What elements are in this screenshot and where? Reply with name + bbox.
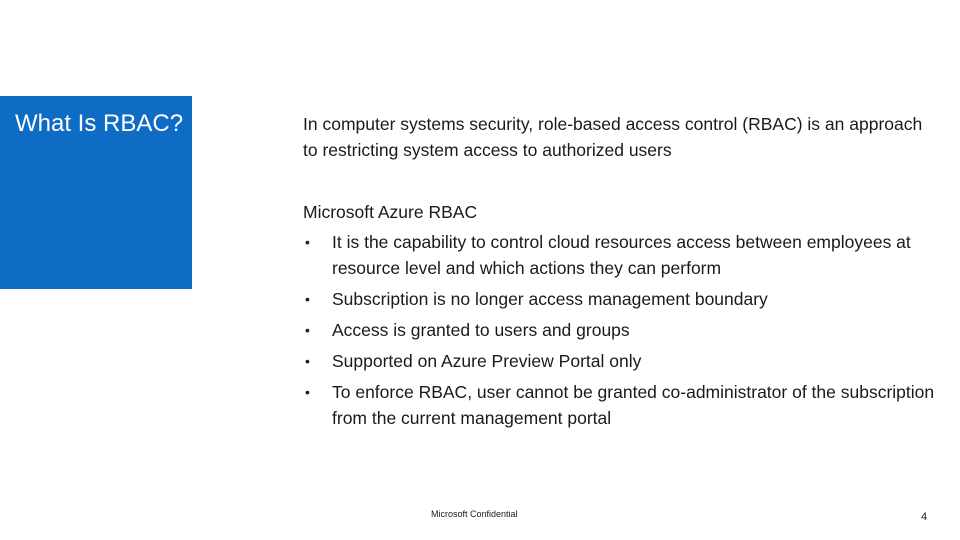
bullet-icon: • [305, 353, 310, 369]
section-heading: Microsoft Azure RBAC [303, 202, 478, 222]
list-item [303, 348, 943, 374]
page-number: 4 [921, 511, 928, 523]
list-item [303, 286, 943, 312]
footer-confidential: Microsoft Confidential [431, 509, 518, 519]
bullet-text: Access is granted to users and groups [332, 320, 630, 340]
list-item [303, 317, 943, 343]
slide-title: What Is RBAC? [15, 110, 184, 137]
bullet-list [303, 229, 943, 436]
bullet-icon: • [305, 234, 310, 250]
bullet-text: Supported on Azure Preview Portal only [332, 351, 642, 371]
list-item [303, 229, 943, 281]
bullet-text: To enforce RBAC, user cannot be granted co-administrator of the subscription from the current management portal [332, 382, 935, 428]
bullet-text: It is the capability to control cloud resources access between employees at resource level and which actions they can perform [332, 232, 911, 278]
list-item [303, 379, 943, 431]
bullet-icon: • [305, 322, 310, 338]
bullet-icon: • [305, 384, 310, 400]
bullet-text: Subscription is no longer access management boundary [332, 289, 768, 309]
bullet-icon: • [305, 291, 310, 307]
intro-text: In computer systems security, role-based access control (RBAC) is an approach to restricting system access to authorized users [303, 114, 923, 160]
